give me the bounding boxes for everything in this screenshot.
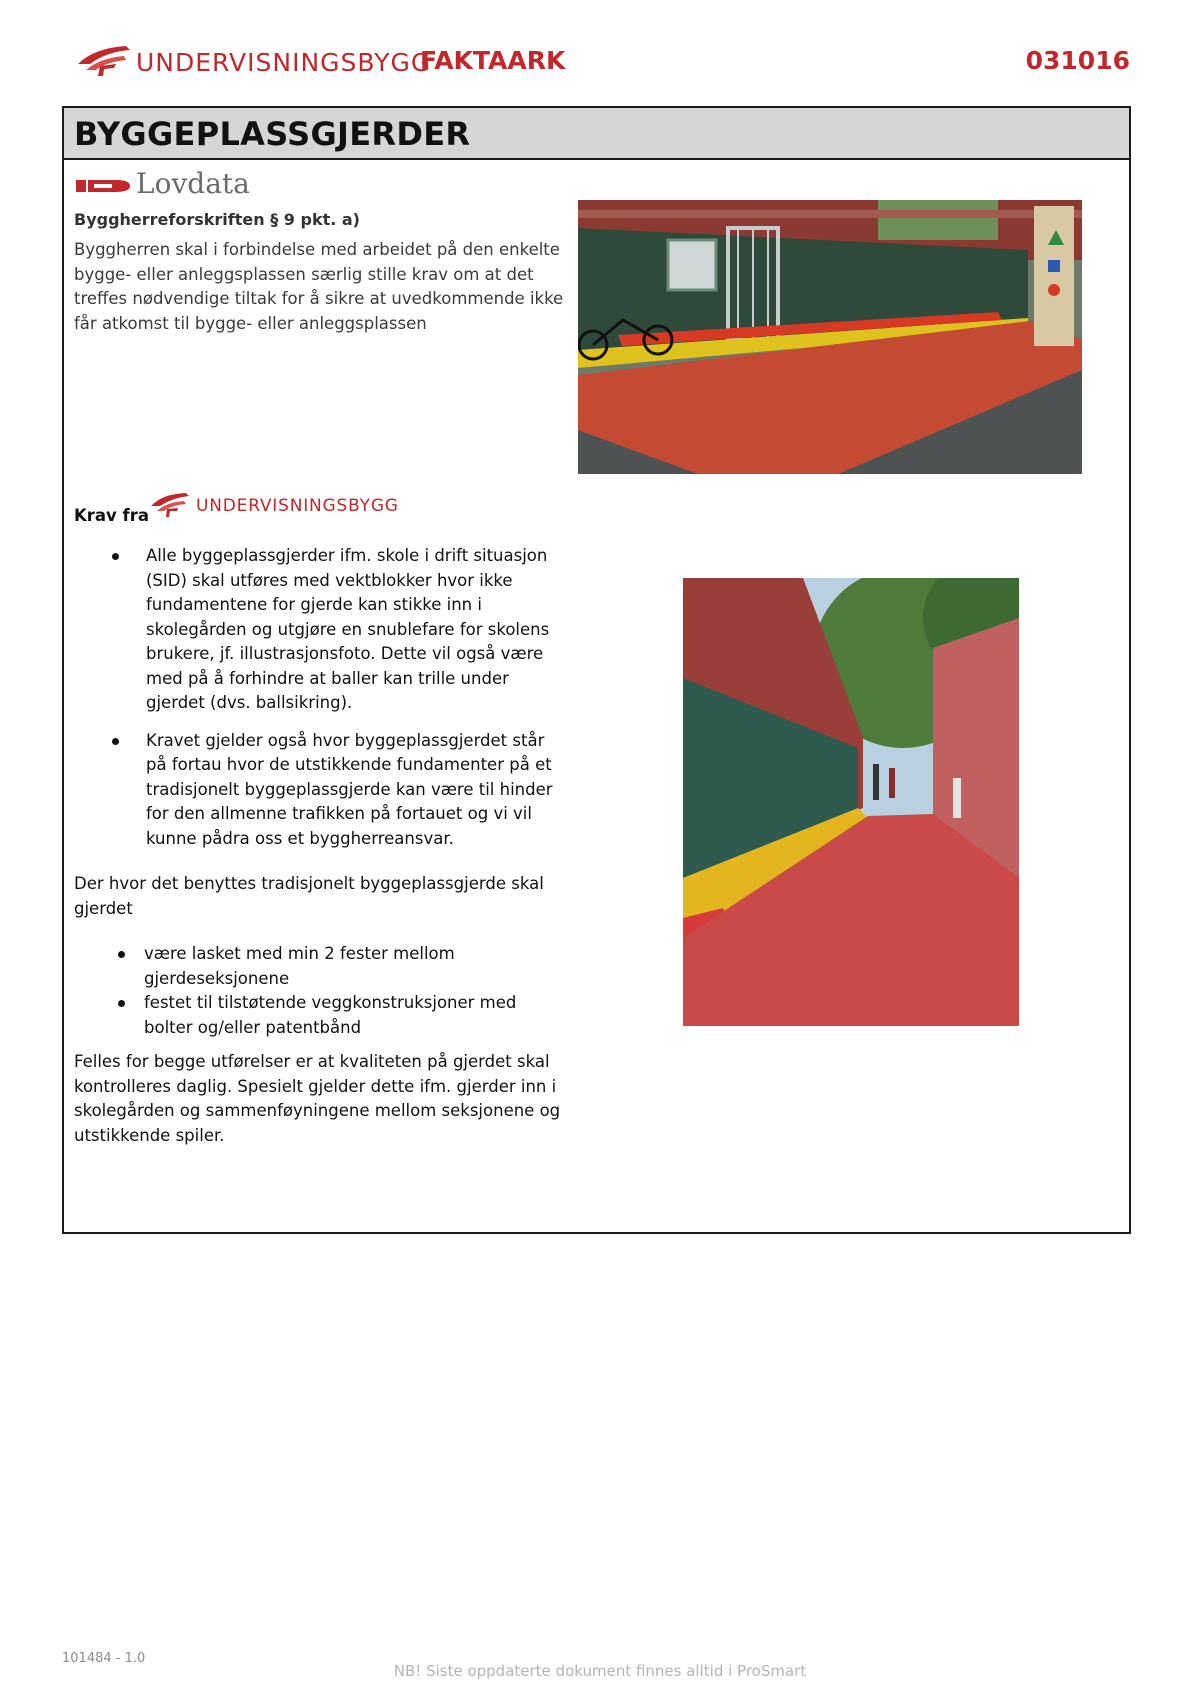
traditional-fence-list xyxy=(144,942,564,1040)
list-item-text: være lasket med min 2 fester mellom gjerdeseksjonene xyxy=(144,944,455,988)
list-item xyxy=(146,544,566,716)
traditional-fence-intro: Der hvor det benyttes tradisjonelt byggeplassgjerde skal gjerdet xyxy=(74,874,544,918)
list-item xyxy=(146,729,566,852)
page-header xyxy=(76,40,1130,90)
fence-photo-schoolyard xyxy=(578,200,1082,474)
bullet-icon xyxy=(118,1000,125,1007)
doc-number: 031016 xyxy=(1025,46,1130,75)
undervisningsbygg-logo-icon xyxy=(76,42,132,78)
footer-doc-code: 101484 - 1.0 xyxy=(62,1651,146,1666)
requirements-brand: UNDERVISNINGSBYGG xyxy=(196,496,399,516)
title-bar xyxy=(64,108,1129,160)
requirements-heading xyxy=(74,490,494,530)
bullet-icon xyxy=(118,951,125,958)
requirements-label: Krav fra xyxy=(74,506,150,525)
bullet-icon xyxy=(112,738,119,745)
page-title: BYGGEPLASSGJERDER xyxy=(74,115,471,153)
fence-photo-passage xyxy=(683,578,1019,1026)
regulation-text: Byggherren skal i forbindelse med arbeidet på den enkelte bygge- eller anleggsplassen særlig stille krav om at det treffes nødvendige tiltak for å sikre at uvedkommende ikke får atkomst til bygge- eller anleggsplassen xyxy=(74,240,564,333)
list-item xyxy=(144,942,564,991)
list-item-text: Alle byggeplassgjerder ifm. skole i drift situasjon (SID) skal utføres med vektblokker hvor ikke fundamentene for gjerde kan stikke inn i skolegården og utgjøre en snublefare for skolens brukere, jf. illustrasjonsfoto. Dette vil også være med på å forhindre at baller kan trille under gjerdet (dvs. ballsikring). xyxy=(146,546,550,712)
list-item-text: Kravet gjelder også hvor byggeplassgjerdet står på fortau hvor de utstikkende fundamenter på et tradisjonelt byggeplassgjerde kan være til hinder for den allmenne trafikken på fortauet og vi vil kunne pådra oss et byggherreansvar. xyxy=(146,730,553,848)
fact-sheet-frame xyxy=(62,106,1131,1234)
closing-paragraph: Felles for begge utførelser er at kvaliteten på gjerdet skal kontrolleres daglig. Spesielt gjelder dette ifm. gjerder inn i skolegården og sammenføyningene mellom seksjonene og utstikkende spiler. xyxy=(74,1052,561,1145)
bullet-icon xyxy=(112,553,119,560)
undervisningsbygg-small-logo-icon xyxy=(150,490,190,518)
regulation-title: Byggherreforskriften § 9 pkt. a) xyxy=(74,210,360,229)
footer-note: NB! Siste oppdaterte dokument finnes alltid i ProSmart xyxy=(393,1662,807,1680)
doc-type: FAKTAARK xyxy=(420,46,566,75)
lovdata-wordmark: Lovdata xyxy=(136,167,250,200)
list-item-text: festet til tilstøtende veggkonstruksjoner med bolter og/eller patentbånd xyxy=(144,993,517,1037)
lovdata-mark-icon xyxy=(76,178,132,194)
requirements-list xyxy=(146,544,566,864)
list-item xyxy=(144,991,564,1040)
brand-name: UNDERVISNINGSBYGG xyxy=(136,48,432,77)
